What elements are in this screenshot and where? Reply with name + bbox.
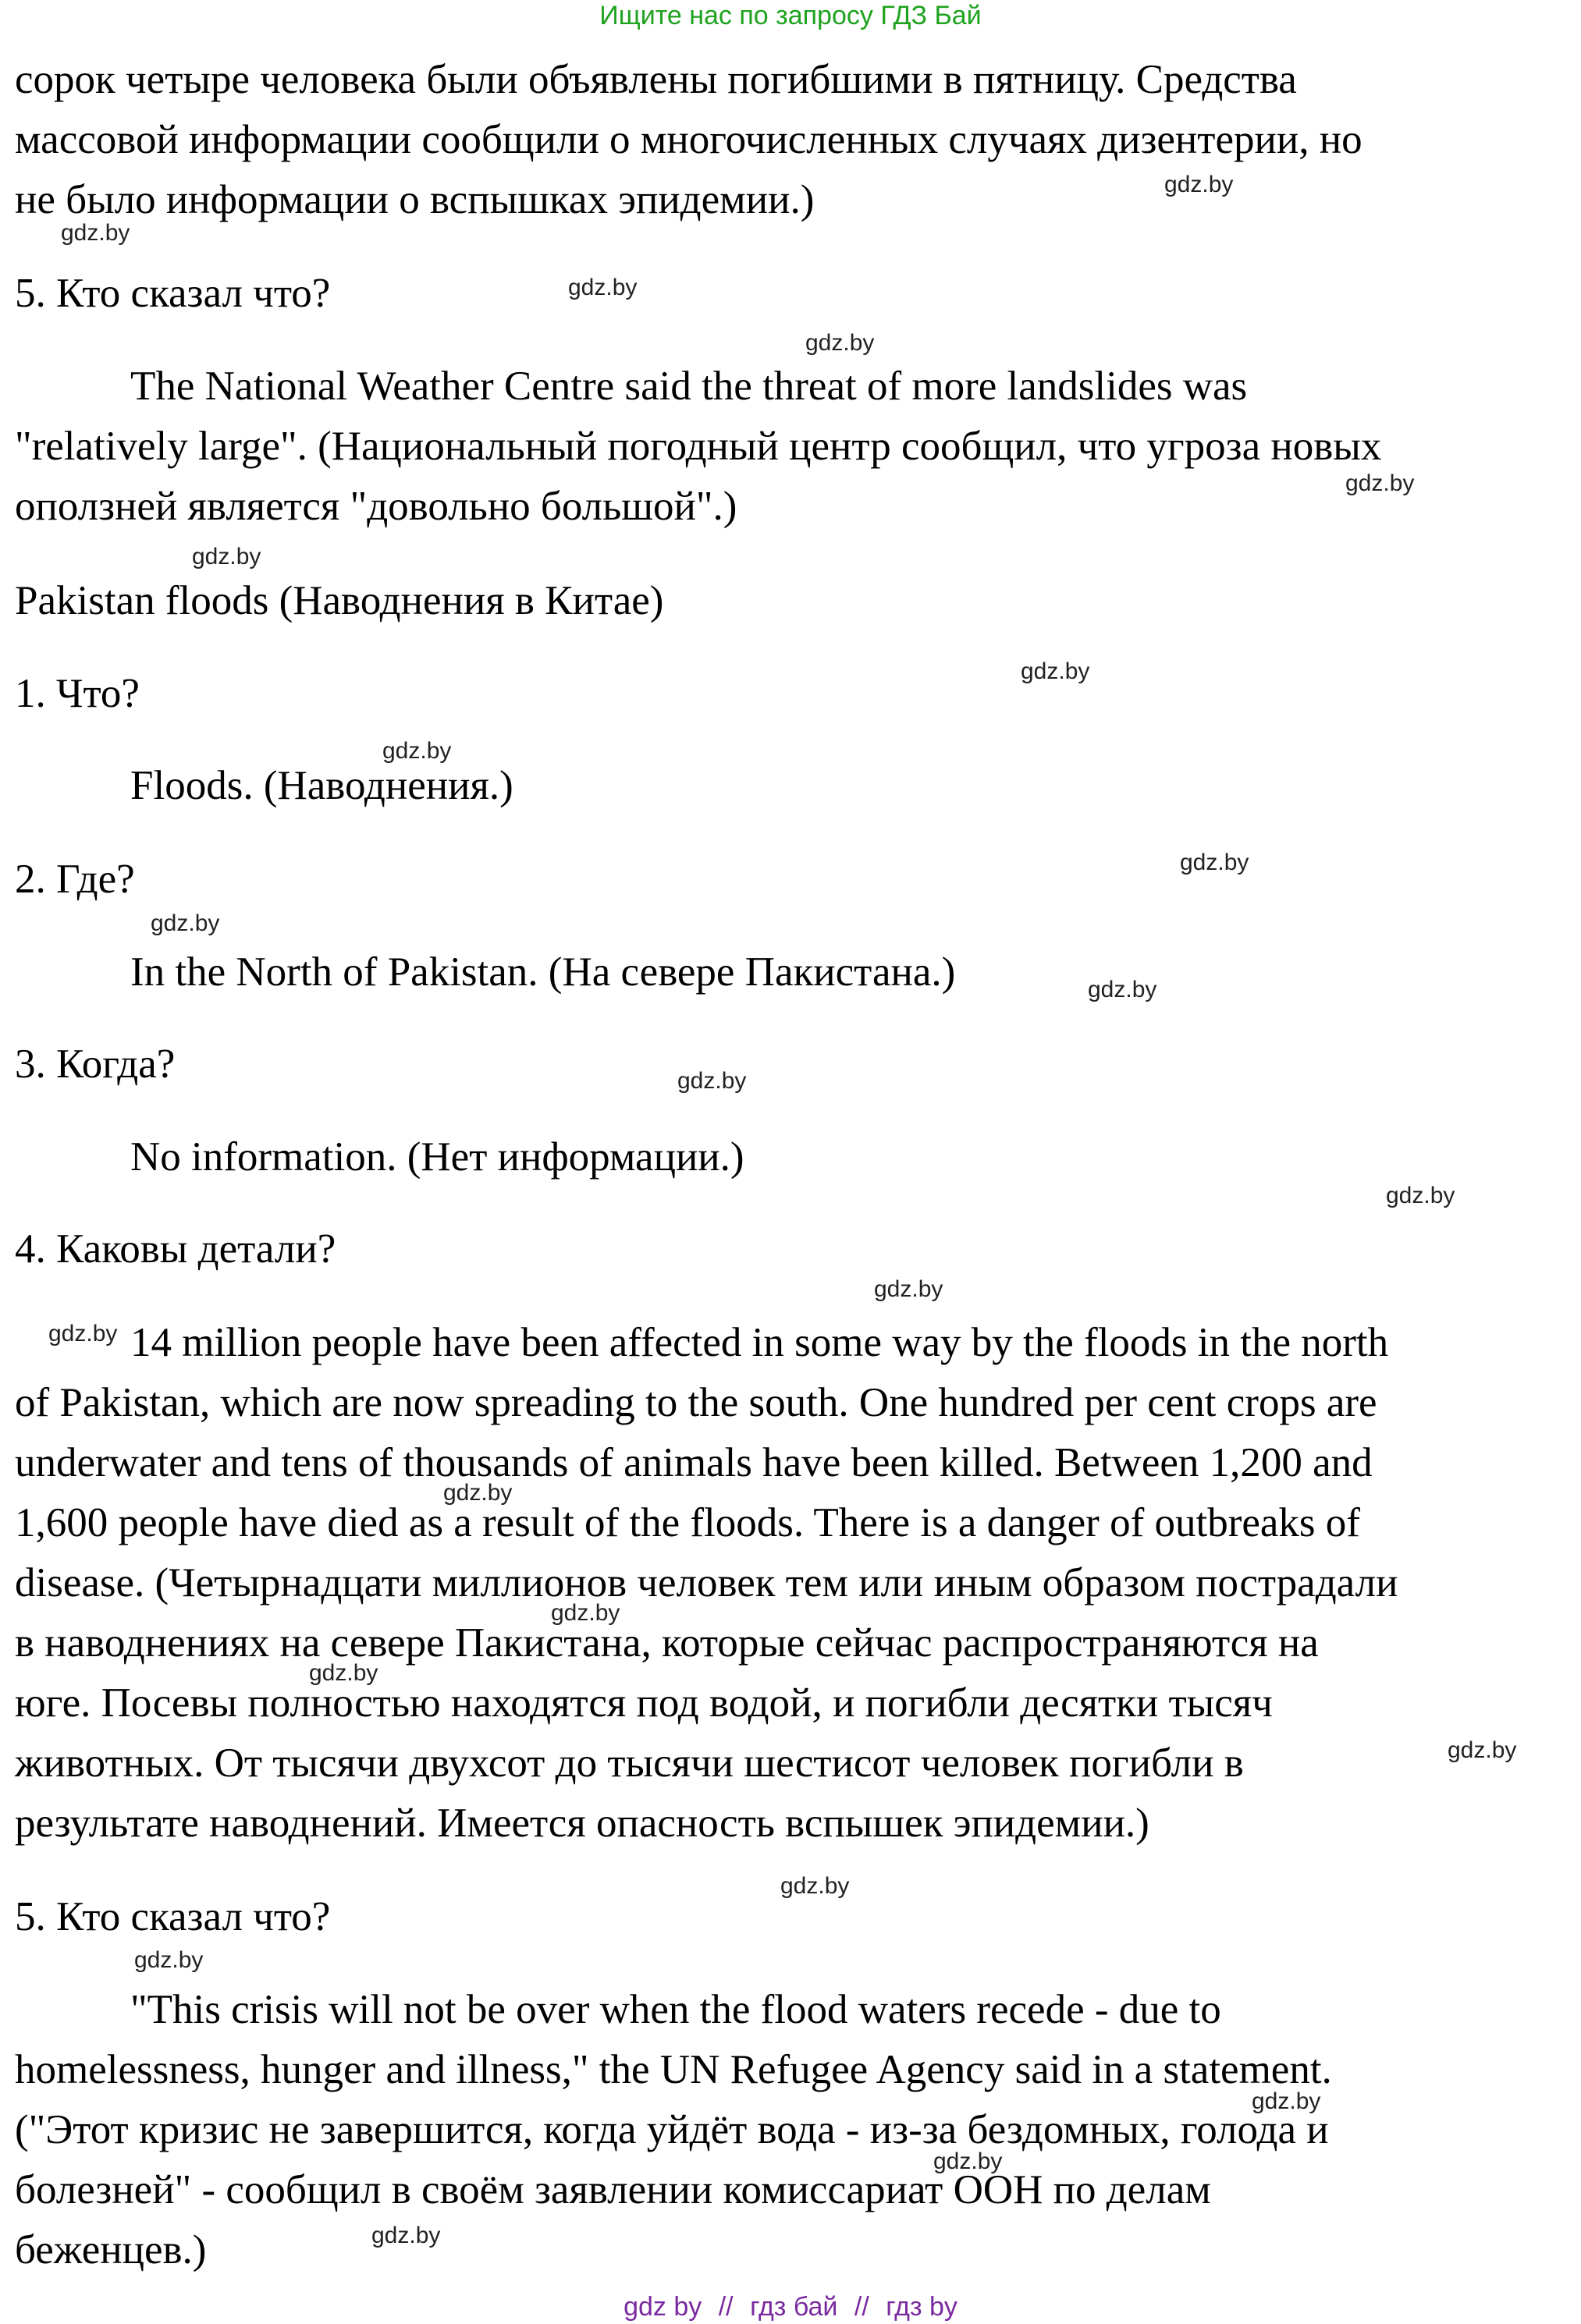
watermark-label: gdz.by xyxy=(1448,1737,1517,1763)
text-line: "relatively large". (Национальный погодный центр сообщил, что угроза новых xyxy=(15,424,1382,469)
watermark-label: gdz.by xyxy=(933,2148,1003,2174)
watermark-label: gdz.by xyxy=(874,1276,943,1302)
text-line: болезней" - сообщил в своём заявлении комиссариат ООН по делам xyxy=(15,2167,1211,2212)
watermark-label: gdz.by xyxy=(1180,850,1249,875)
text-line: беженцев.) xyxy=(15,2227,207,2273)
watermark-label: gdz.by xyxy=(134,1947,204,1973)
watermark-label: gdz.by xyxy=(443,1480,513,1506)
section-title: Pakistan floods (Наводнения в Китае) xyxy=(15,578,664,623)
text-line: 1,600 people have died as a result of the floods. There is a danger of outbreaks of xyxy=(15,1500,1360,1545)
watermark-label: gdz.by xyxy=(677,1068,747,1094)
footer-link-gdz-by-cyr[interactable]: гдз by xyxy=(886,2292,957,2322)
text-line: The National Weather Centre said the threat of more landslides was xyxy=(130,364,1248,409)
watermark-label: gdz.by xyxy=(805,330,875,356)
text-line: ("Этот кризис не завершится, когда уйдёт вода - из-за бездомных, голода и xyxy=(15,2107,1329,2152)
question-heading: 1. Что? xyxy=(15,671,140,716)
answer-text: No information. (Нет информации.) xyxy=(130,1134,744,1180)
page-header-banner: Ищите нас по запросу ГДЗ Бай xyxy=(599,1,982,30)
watermark-label: gdz.by xyxy=(382,738,452,764)
watermark-label: gdz.by xyxy=(371,2223,441,2248)
text-line: of Pakistan, which are now spreading to the south. One hundred per cent crops are xyxy=(15,1380,1377,1425)
text-line: юге. Посевы полностью находятся под водой, и погибли десятки тысяч xyxy=(15,1680,1273,1726)
question-heading: 2. Где? xyxy=(15,857,135,902)
footer-separator: // xyxy=(854,2292,869,2322)
watermark-label: gdz.by xyxy=(1088,977,1157,1002)
question-heading: 5. Кто сказал что? xyxy=(15,271,331,316)
text-line: в наводнениях на севере Пакистана, которые сейчас распространяются на xyxy=(15,1620,1319,1666)
watermark-label: gdz.by xyxy=(309,1660,378,1686)
text-line: животных. От тысячи двухсот до тысячи шестисот человек погибли в xyxy=(15,1740,1244,1786)
text-line: underwater and tens of thousands of animals have been killed. Between 1,200 and xyxy=(15,1440,1373,1485)
text-line: "This crisis will not be over when the flood waters recede - due to xyxy=(130,1987,1221,2032)
watermark-label: gdz.by xyxy=(48,1321,118,1347)
text-line: сорок четыре человека были объявлены погибшими в пятницу. Средства xyxy=(15,57,1297,102)
text-line: не было информации о вспышках эпидемии.) xyxy=(15,177,815,222)
watermark-label: gdz.by xyxy=(568,275,638,300)
watermark-label: gdz.by xyxy=(61,220,130,246)
footer-link-gdz-bai[interactable]: гдз бай xyxy=(750,2292,838,2322)
footer-separator: // xyxy=(718,2292,734,2322)
watermark-label: gdz.by xyxy=(780,1873,850,1899)
answer-text: Floods. (Наводнения.) xyxy=(130,763,513,808)
footer-link-gdz-by[interactable]: gdz by xyxy=(624,2292,702,2322)
answer-text: In the North of Pakistan. (На севере Пакистана.) xyxy=(130,949,956,995)
question-heading: 3. Когда? xyxy=(15,1041,176,1087)
text-line: homelessness, hunger and illness," the UN Refugee Agency said in a statement. xyxy=(15,2047,1332,2092)
watermark-label: gdz.by xyxy=(1345,470,1415,496)
question-heading: 5. Кто сказал что? xyxy=(15,1894,331,1939)
text-line: массовой информации сообщили о многочисленных случаях дизентерии, но xyxy=(15,117,1363,162)
watermark-label: gdz.by xyxy=(1164,172,1234,197)
question-heading: 4. Каковы детали? xyxy=(15,1226,336,1272)
text-line: 14 million people have been affected in some way by the floods in the north xyxy=(130,1320,1389,1365)
watermark-label: gdz.by xyxy=(1386,1183,1455,1208)
watermark-label: gdz.by xyxy=(551,1600,620,1626)
watermark-label: gdz.by xyxy=(151,910,220,936)
page-footer xyxy=(0,2291,1581,2322)
text-line: disease. (Четырнадцати миллионов человек тем или иным образом пострадали xyxy=(15,1560,1398,1606)
watermark-label: gdz.by xyxy=(1021,658,1090,684)
text-line: оползней является "довольно большой".) xyxy=(15,484,737,529)
watermark-label: gdz.by xyxy=(192,544,261,569)
watermark-label: gdz.by xyxy=(1252,2088,1321,2114)
text-line: результате наводнений. Имеется опасность вспышек эпидемии.) xyxy=(15,1801,1149,1846)
